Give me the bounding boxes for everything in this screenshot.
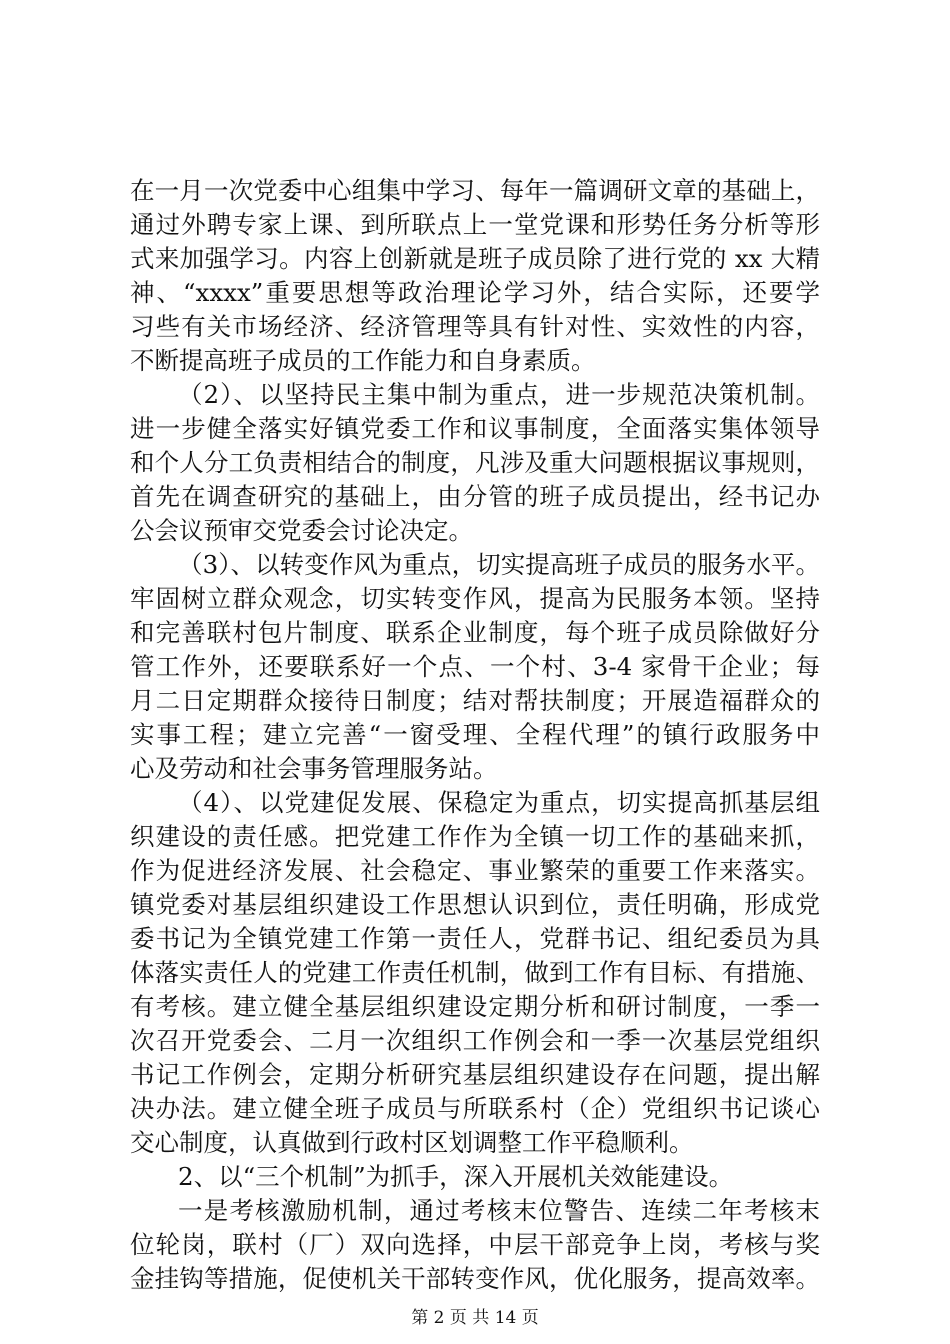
paragraph-heading: （4）、以党建促发展、保稳定为重点，切实提高抓基层组 [178,788,820,817]
page-footer: 第 2 页 共 14 页 [411,1308,539,1328]
paragraph-heading: （2）、以坚持民主集中制为重点，进一步规范决策机制。 [178,380,820,409]
text-line: 作为促进经济发展、社会稳定、事业繁荣的重要工作来落实。 [130,856,820,885]
text-line: 实事工程；建立完善“一窗受理、全程代理”的镇行政服务中 [130,720,820,749]
text-line: 交心制度，认真做到行政村区划调整工作平稳顺利。 [130,1128,694,1157]
text-line: 公会议预审交党委会讨论决定。 [130,516,473,545]
text-line: 决办法。建立健全班子成员与所联系村（企）党组织书记谈心 [130,1094,820,1123]
text-line: 和个人分工负责相结合的制度，凡涉及重大问题根据议事规则， [130,448,820,477]
text-line: 不断提高班子成员的工作能力和自身素质。 [130,346,596,375]
text-line: 月二日定期群众接待日制度；结对帮扶制度；开展造福群众的 [130,686,820,715]
text-line: 在一月一次党委中心组集中学习、每年一篇调研文章的基础上， [130,176,820,205]
text-line: 委书记为全镇党建工作第一责任人，党群书记、组纪委员为具 [130,924,820,953]
text-line: 位轮岗，联村（厂）双向选择，中层干部竞争上岗，考核与奖 [130,1230,820,1259]
text-line: 体落实责任人的党建工作责任机制，做到工作有目标、有措施、 [130,958,820,987]
section-heading: 2、以“三个机制”为抓手，深入开展机关效能建设。 [178,1162,734,1191]
text-line: 有考核。建立健全基层组织建设定期分析和研讨制度，一季一 [130,992,820,1021]
text-line: 进一步健全落实好镇党委工作和议事制度，全面落实集体领导 [130,414,820,443]
text-line: 织建设的责任感。把党建工作作为全镇一切工作的基础来抓， [130,822,820,851]
text-line: 书记工作例会，定期分析研究基层组织建设存在问题，提出解 [130,1060,820,1089]
text-line: 牢固树立群众观念，切实转变作风，提高为民服务本领。坚持 [130,584,820,613]
paragraph-heading: （3）、以转变作风为重点，切实提高班子成员的服务水平。 [178,550,820,579]
text-line: 金挂钩等措施，促使机关干部转变作风，优化服务，提高效率。 [130,1264,820,1293]
text-line: 首先在调查研究的基础上，由分管的班子成员提出，经书记办 [130,482,820,511]
text-line: 式来加强学习。内容上创新就是班子成员除了进行党的 xx 大精 [130,244,820,273]
text-line: 心及劳动和社会事务管理服务站。 [130,754,498,783]
text-line: 和完善联村包片制度、联系企业制度，每个班子成员除做好分 [130,618,820,647]
text-line: 次召开党委会、二月一次组织工作例会和一季一次基层党组织 [130,1026,820,1055]
text-line: 神、“xxxx”重要思想等政治理论学习外，结合实际，还要学 [130,278,820,307]
text-line: 通过外聘专家上课、到所联点上一堂党课和形势任务分析等形 [130,210,820,239]
text-line: 一是考核激励机制，通过考核末位警告、连续二年考核末 [178,1196,820,1225]
text-line: 镇党委对基层组织建设工作思想认识到位，责任明确，形成党 [130,890,820,919]
text-line: 习些有关市场经济、经济管理等具有针对性、实效性的内容， [130,312,820,341]
text-line: 管工作外，还要联系好一个点、一个村、3-4 家骨干企业；每 [130,652,820,681]
